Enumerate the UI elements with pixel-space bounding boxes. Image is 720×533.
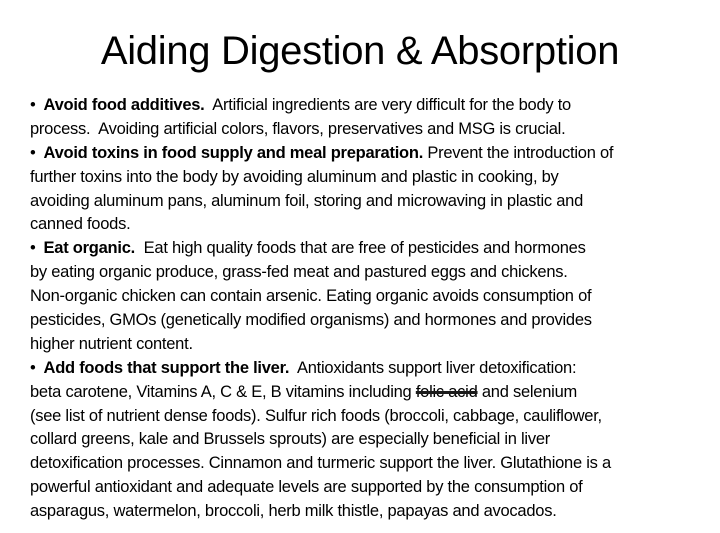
struck-text: folic acid <box>415 382 478 401</box>
bullet-icon: • <box>30 358 36 377</box>
bullet-line <box>30 357 720 381</box>
section-heading: Add foods that support the liver. <box>43 358 290 377</box>
body-line: Non-organic chicken can contain arsenic. Eating organic avoids consumption of <box>30 287 592 306</box>
body-line: pesticides, GMOs (genetically modified organisms) and hormones and provides <box>30 311 592 330</box>
bullet-line <box>30 94 720 118</box>
bullet-line <box>30 237 720 261</box>
body-text: Eat high quality foods that are free of pesticides and hormones <box>134 239 586 258</box>
bullet-icon: • <box>30 239 36 258</box>
body-line: asparagus, watermelon, broccoli, herb milk thistle, papayas and avocados. <box>30 502 557 521</box>
body-text: Artificial ingredients are very difficult for the body to <box>204 96 571 114</box>
slide-body <box>30 94 720 524</box>
body-line: powerful antioxidant and adequate levels are supported by the consumption of <box>30 478 583 497</box>
body-text: and selenium <box>477 382 577 401</box>
body-line: (see list of nutrient dense foods). Sulfur rich foods (broccoli, cabbage, cauliflower, <box>30 406 602 425</box>
bullet-icon: • <box>30 143 36 162</box>
body-line <box>30 381 720 405</box>
body-line: further toxins into the body by avoiding aluminum and plastic in cooking, by <box>30 167 559 186</box>
bullet-icon: • <box>30 96 36 114</box>
section-heading: Avoid toxins in food supply and meal preparation. <box>43 143 424 162</box>
body-line: detoxification processes. Cinnamon and turmeric support the liver. Glutathione is a <box>30 454 611 473</box>
body-line: higher nutrient content. <box>30 334 193 353</box>
body-text: Prevent the introduction of <box>423 143 614 162</box>
bullet-line <box>30 142 720 166</box>
section-heading: Eat organic. <box>43 239 135 258</box>
body-line: avoiding aluminum pans, aluminum foil, storing and microwaving in plastic and <box>30 191 584 210</box>
body-line: canned foods. <box>30 215 131 234</box>
body-text: Antioxidants support liver detoxification: <box>289 358 577 377</box>
body-line: by eating organic produce, grass-fed meat and pastured eggs and chickens. <box>30 263 568 282</box>
body-text: beta carotene, Vitamins A, C & E, B vitamins including <box>30 382 416 401</box>
body-line: process. Avoiding artificial colors, flavors, preservatives and MSG is crucial. <box>30 119 566 138</box>
body-line: collard greens, kale and Brussels sprouts) are especially beneficial in liver <box>30 430 551 449</box>
section-heading: Avoid food additives. <box>43 96 205 114</box>
slide-title: Aiding Digestion & Absorption <box>100 29 620 73</box>
